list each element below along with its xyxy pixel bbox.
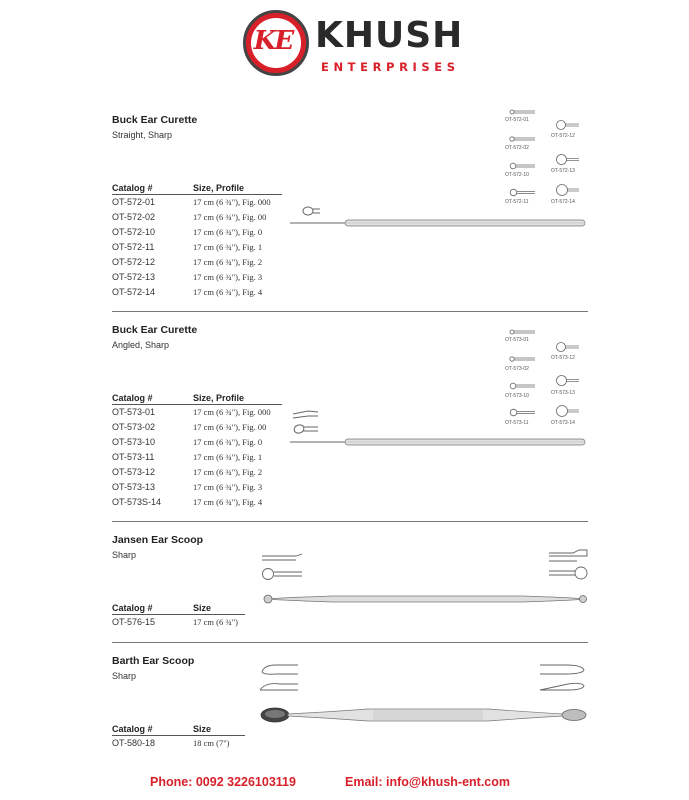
barth-right-tip-detail: [538, 662, 588, 694]
tip-ot-573-11: [509, 408, 537, 417]
product-jansen-scoop: [112, 533, 588, 561]
product-title: Buck Ear Curette: [112, 324, 198, 336]
table-row: OT-572-02 17 cm (6 ¾"), Fig. 00: [112, 212, 267, 222]
table-row: OT-572-12 17 cm (6 ¾"), Fig. 2: [112, 257, 263, 267]
brand-subtitle: ENTERPRISES: [321, 60, 460, 74]
table-row: OT-572-01 17 cm (6 ¾"), Fig. 000: [112, 197, 271, 207]
tip-ot-572-02: [509, 136, 537, 142]
catalog-rows: [112, 195, 271, 300]
phone-number[interactable]: 0092 3226103119: [195, 775, 296, 789]
table-row: OT-576-15 17 cm (6 ¾"): [112, 617, 239, 627]
catalog-rows: [112, 405, 271, 510]
email-address[interactable]: info@khush-ent.com: [386, 775, 510, 789]
tip-label: OT-573-14: [551, 420, 575, 426]
tip-ot-572-10: [509, 162, 537, 170]
table-row: OT-572-14 17 cm (6 ¾"), Fig. 4: [112, 287, 263, 297]
tip-label: OT-572-13: [551, 168, 575, 174]
catalog-col-header: Catalog #: [112, 183, 153, 193]
catalog-header: [112, 603, 245, 615]
size-col-header: Size: [193, 724, 212, 734]
tip-label: OT-573-11: [505, 420, 529, 426]
section-divider: [112, 311, 588, 312]
tip-ot-572-14: [555, 183, 581, 197]
size-col-header: Size, Profile: [193, 393, 245, 403]
catalog-col-header: Catalog #: [112, 724, 153, 734]
tip-label: OT-572-12: [551, 133, 575, 139]
catalog-header: [112, 724, 245, 736]
product-subtitle: Straight, Sharp: [112, 130, 173, 140]
phone-label: Phone:: [150, 775, 193, 789]
table-row: OT-580-18 18 cm (7"): [112, 738, 230, 748]
section-divider: [112, 521, 588, 522]
tip-label: OT-573-10: [505, 393, 529, 399]
curette-angled-illustration: [290, 408, 590, 448]
size-col-header: Size, Profile: [193, 183, 245, 193]
table-row: OT-573-01 17 cm (6 ¾"), Fig. 000: [112, 407, 271, 417]
catalog-col-header: Catalog #: [112, 603, 153, 613]
barth-left-tip-detail: [258, 662, 302, 694]
tip-label: OT-572-11: [505, 199, 529, 205]
tip-label: OT-573-02: [505, 366, 529, 372]
logo-monogram: KE: [253, 26, 293, 56]
table-row: OT-573-12 17 cm (6 ¾"), Fig. 2: [112, 467, 263, 477]
table-row: OT-572-11 17 cm (6 ¾"), Fig. 1: [112, 242, 263, 252]
barth-scoop-illustration: [258, 703, 590, 727]
tip-ot-572-01: [509, 109, 537, 115]
jansen-left-tip-detail: [260, 552, 304, 584]
tip-ot-573-12: [555, 341, 581, 353]
jansen-right-tip-detail: [547, 549, 591, 585]
catalog-rows: [112, 615, 238, 630]
tip-ot-572-11: [509, 188, 537, 197]
catalog-header: [112, 183, 282, 195]
product-title: Buck Ear Curette: [112, 114, 198, 126]
tip-label: OT-573-13: [551, 390, 575, 396]
table-row: OT-573S-14 17 cm (6 ¾"), Fig. 4: [112, 497, 263, 507]
section-divider: [112, 642, 588, 643]
curette-straight-illustration: [290, 200, 590, 230]
catalog-header: [112, 393, 282, 405]
tip-label: OT-572-14: [551, 199, 575, 205]
size-col-header: Size: [193, 603, 212, 613]
email-contact: [345, 775, 510, 789]
table-row: OT-573-13 17 cm (6 ¾"), Fig. 3: [112, 482, 263, 492]
product-subtitle: Sharp: [112, 550, 137, 560]
tip-label: OT-573-01: [505, 337, 529, 343]
email-label: Email:: [345, 775, 383, 789]
tip-label: OT-572-01: [505, 117, 529, 123]
catalog-rows: [112, 736, 230, 751]
tip-label: OT-572-02: [505, 145, 529, 151]
phone-contact: [150, 775, 296, 789]
tip-ot-573-13: [555, 374, 581, 387]
table-row: OT-573-11 17 cm (6 ¾"), Fig. 1: [112, 452, 263, 462]
tip-ot-572-13: [555, 153, 581, 166]
product-title: Barth Ear Scoop: [112, 655, 195, 667]
product-title: Jansen Ear Scoop: [112, 534, 204, 546]
table-row: OT-573-02 17 cm (6 ¾"), Fig. 00: [112, 422, 267, 432]
table-row: OT-573-10 17 cm (6 ¾"), Fig. 0: [112, 437, 263, 447]
tip-ot-572-12: [555, 119, 581, 131]
table-row: OT-572-13 17 cm (6 ¾"), Fig. 3: [112, 272, 263, 282]
tip-ot-573-10: [509, 382, 537, 390]
product-subtitle: Angled, Sharp: [112, 340, 170, 350]
catalog-col-header: Catalog #: [112, 393, 153, 403]
tip-ot-573-14: [555, 404, 581, 418]
tip-label: OT-573-12: [551, 355, 575, 361]
tip-ot-573-02: [509, 356, 537, 362]
jansen-scoop-illustration: [262, 591, 590, 607]
tip-ot-573-01: [509, 329, 537, 335]
brand-logo: [243, 10, 464, 80]
table-row: OT-572-10 17 cm (6 ¾"), Fig. 0: [112, 227, 263, 237]
tip-label: OT-572-10: [505, 172, 529, 178]
product-barth-scoop: [112, 654, 588, 682]
product-subtitle: Sharp: [112, 671, 137, 681]
brand-name: KHUSH: [315, 15, 464, 56]
